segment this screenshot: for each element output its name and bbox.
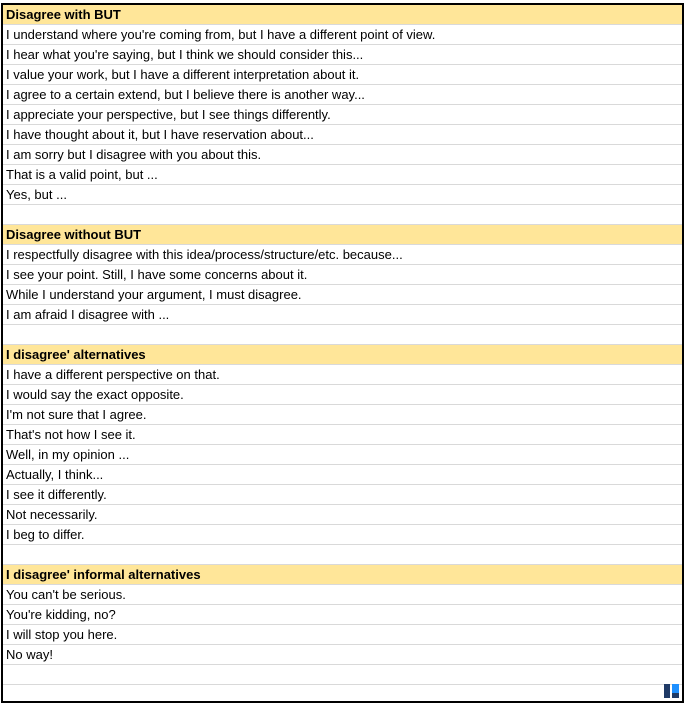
section-header: I disagree' informal alternatives xyxy=(3,565,682,585)
phrase-row: I agree to a certain extend, but I believe there is another way... xyxy=(3,85,682,105)
phrase-row: I see your point. Still, I have some concerns about it. xyxy=(3,265,682,285)
section-header: I disagree' alternatives xyxy=(3,345,682,365)
phrase-row: I beg to differ. xyxy=(3,525,682,545)
section-header: Disagree with BUT xyxy=(3,5,682,25)
section-header: Disagree without BUT xyxy=(3,225,682,245)
phrase-row: No way! xyxy=(3,645,682,665)
phrase-row: I see it differently. xyxy=(3,485,682,505)
phrase-row: I will stop you here. xyxy=(3,625,682,645)
blank-row xyxy=(3,545,682,565)
phrase-list xyxy=(3,5,682,685)
blank-row xyxy=(3,325,682,345)
phrase-row: You can't be serious. xyxy=(3,585,682,605)
phrase-row: I would say the exact opposite. xyxy=(3,385,682,405)
phrase-row: I appreciate your perspective, but I see things differently. xyxy=(3,105,682,125)
phrase-row: I'm not sure that I agree. xyxy=(3,405,682,425)
phrase-row: While I understand your argument, I must disagree. xyxy=(3,285,682,305)
brand-logo-icon xyxy=(664,684,679,698)
blank-row xyxy=(3,665,682,685)
phrase-row: I hear what you're saying, but I think we should consider this... xyxy=(3,45,682,65)
phrase-row: I have a different perspective on that. xyxy=(3,365,682,385)
phrase-row: Well, in my opinion ... xyxy=(3,445,682,465)
spreadsheet xyxy=(1,3,684,703)
phrase-row: I am afraid I disagree with ... xyxy=(3,305,682,325)
phrase-row: I respectfully disagree with this idea/process/structure/etc. because... xyxy=(3,245,682,265)
phrase-row: You're kidding, no? xyxy=(3,605,682,625)
blank-row xyxy=(3,205,682,225)
phrase-row: I am sorry but I disagree with you about this. xyxy=(3,145,682,165)
phrase-row: Actually, I think... xyxy=(3,465,682,485)
phrase-row: I value your work, but I have a different interpretation about it. xyxy=(3,65,682,85)
phrase-row: I have thought about it, but I have reservation about... xyxy=(3,125,682,145)
phrase-row: Not necessarily. xyxy=(3,505,682,525)
phrase-row: Yes, but ... xyxy=(3,185,682,205)
phrase-row: That's not how I see it. xyxy=(3,425,682,445)
phrase-row: That is a valid point, but ... xyxy=(3,165,682,185)
phrase-row: I understand where you're coming from, but I have a different point of view. xyxy=(3,25,682,45)
